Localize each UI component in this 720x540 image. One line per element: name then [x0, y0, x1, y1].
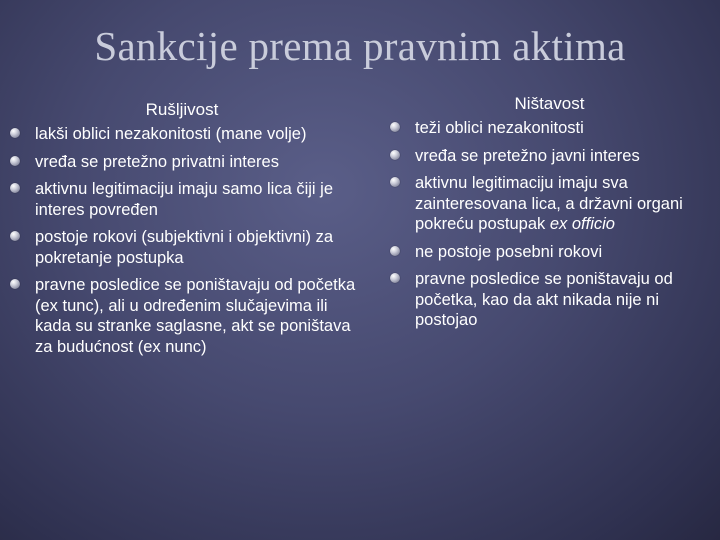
- nistavost-list: [390, 118, 715, 331]
- list-item-text: teži oblici nezakonitosti: [415, 119, 584, 137]
- list-item: [390, 173, 715, 235]
- bullet-icon: [390, 273, 400, 283]
- rusljivost-heading: Rušljivost: [145, 100, 219, 119]
- list-item: [10, 152, 360, 173]
- list-item-text: vređa se pretežno javni interes: [415, 146, 640, 165]
- slide-title: Sankcije prema pravnim aktima: [94, 23, 626, 69]
- list-item: [10, 124, 360, 145]
- list-item: [390, 269, 715, 331]
- bullet-icon: [10, 231, 20, 241]
- rusljivost-list: [10, 124, 360, 357]
- list-item-text: aktivnu legitimaciju imaju samo lica čiji je interes povređen: [35, 180, 334, 219]
- list-item-text: vređa se pretežno privatni interes: [35, 152, 279, 171]
- bullet-icon: [390, 177, 400, 187]
- nistavost-column: [390, 94, 715, 338]
- list-item: [10, 179, 360, 220]
- list-item: [390, 118, 715, 139]
- bullet-icon: [390, 150, 400, 160]
- bullet-icon: [10, 128, 20, 138]
- list-item: [390, 146, 715, 167]
- list-item-text: pravne posledice se poništavaju od početka (ex tunc), ali u određenim slučajevima ili kada su stranke saglasne, akt se poništava za budućnost (ex nunc): [35, 276, 356, 356]
- list-item-text: lakši oblici nezakonitosti (mane volje): [35, 125, 307, 143]
- list-item-text: postoje rokovi (subjektivni i objektivni) za pokretanje postupka: [35, 228, 334, 267]
- nistavost-heading: Ništavost: [514, 94, 585, 113]
- bullet-icon: [10, 183, 20, 193]
- bullet-icon: [10, 156, 20, 166]
- list-item-text: aktivnu legitimaciju imaju sva zainteresovana lica, a državni organi pokreću postupak: [415, 174, 683, 233]
- bullet-icon: [10, 279, 20, 289]
- list-item: [10, 275, 360, 357]
- bullet-icon: [390, 122, 400, 132]
- rusljivost-column: [10, 100, 360, 364]
- ex-officio-text: ex officio: [549, 215, 615, 233]
- list-item: [390, 242, 715, 263]
- bullet-icon: [390, 246, 400, 256]
- list-item-text: ne postoje posebni rokovi: [415, 242, 603, 261]
- list-item: [10, 227, 360, 268]
- list-item-text: pravne posledice se poništavaju od početka, kao da akt nikada nije ni postojao: [415, 270, 673, 329]
